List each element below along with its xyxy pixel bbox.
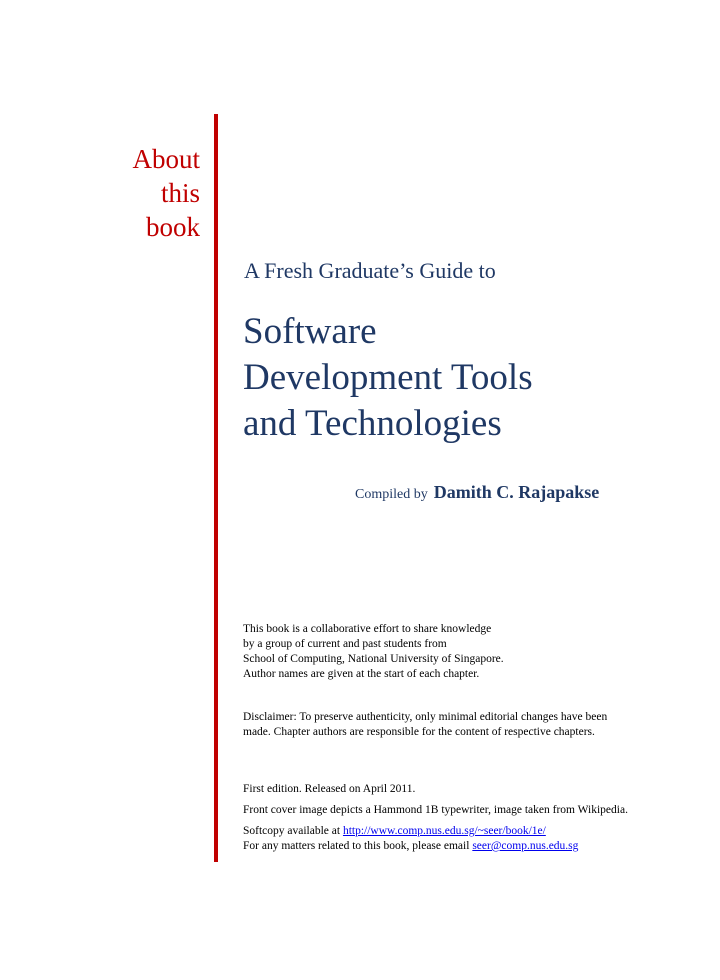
about-this-book-heading xyxy=(133,142,201,244)
book-title xyxy=(243,309,533,447)
contact-line xyxy=(243,839,633,854)
book-subtitle: A Fresh Graduate’s Guide to xyxy=(244,258,496,283)
edition-release: First edition. Released on April 2011. xyxy=(243,783,416,795)
compiled-by-label: Compiled by xyxy=(355,487,428,502)
contact-email-link[interactable]: seer@comp.nus.edu.sg xyxy=(472,840,579,852)
about-heading-line-1: About xyxy=(132,144,200,174)
about-line-3: School of Computing, National University of Singapore. xyxy=(243,653,504,665)
compiled-by xyxy=(355,482,599,503)
contact-label: For any matters related to this book, please email xyxy=(243,840,473,852)
vertical-divider xyxy=(214,114,218,862)
disclaimer-paragraph: Disclaimer: To preserve authenticity, only minimal editorial changes have been made. Chapter authors are responsible for the content of respective chapters. xyxy=(243,711,608,738)
edition-notes xyxy=(243,782,633,854)
softcopy-link[interactable]: http://www.comp.nus.edu.sg/~seer/book/1e/ xyxy=(342,825,546,837)
softcopy-label: Softcopy available at xyxy=(243,825,343,837)
author-name: Damith C. Rajapakse xyxy=(433,482,600,502)
about-heading-line-2: this xyxy=(160,178,200,208)
softcopy-line xyxy=(243,824,633,839)
book-title-line-2: Development Tools xyxy=(243,357,533,398)
about-heading-line-3: book xyxy=(146,212,200,242)
book-title-line-1: Software xyxy=(243,311,377,352)
about-line-2: by a group of current and past students from xyxy=(243,638,447,650)
about-line-4: Author names are given at the start of each chapter. xyxy=(243,668,480,680)
book-title-line-3: and Technologies xyxy=(243,403,502,444)
about-line-1: This book is a collaborative effort to share knowledge xyxy=(243,623,492,635)
cover-image-note: Front cover image depicts a Hammond 1B typewriter, image taken from Wikipedia. xyxy=(243,804,628,816)
about-paragraph xyxy=(243,622,633,682)
